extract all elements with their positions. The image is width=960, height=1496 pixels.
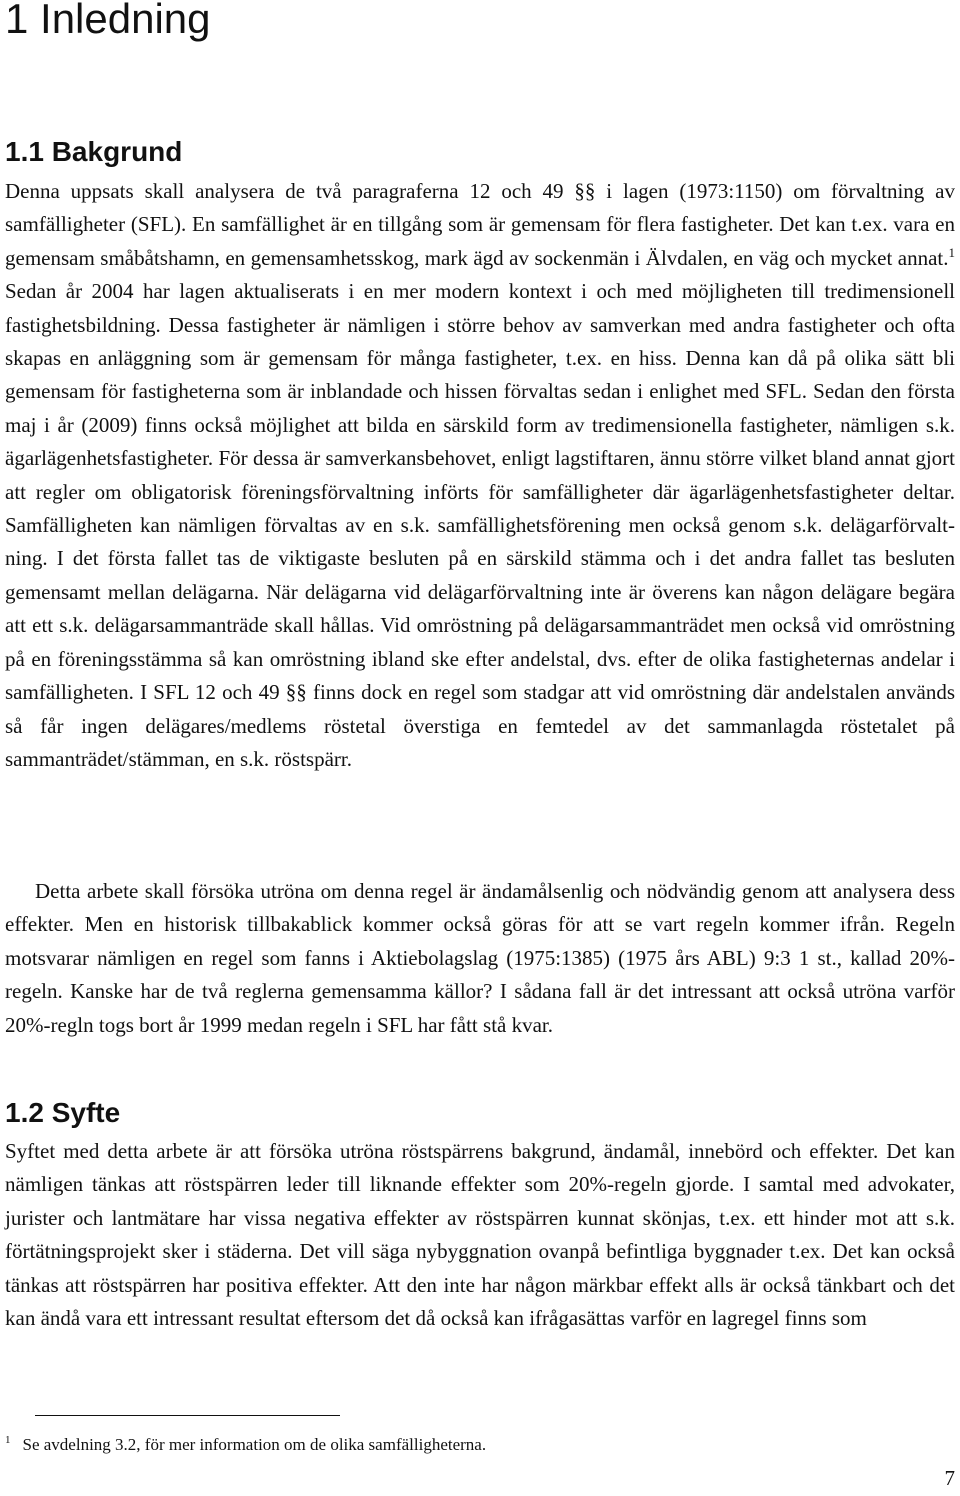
section-heading-syfte: 1.2 Syfte xyxy=(5,1097,121,1128)
section-heading-bakgrund: 1.1 Bakgrund xyxy=(5,136,183,167)
footnote xyxy=(5,1433,486,1457)
paragraph-bakgrund-1 xyxy=(5,175,955,776)
footnote-text: Se avdelning 3.2, för mer information om de olika samfälligheterna. xyxy=(22,1435,487,1454)
page-number: 7 xyxy=(944,1466,955,1490)
paragraph-bakgrund-2: Detta arbete skall försöka utröna om denna regel är ändamålsenlig och nödvändig genom att analysera dess effekter. Men en historisk tillbakablick kommer också göras för att se vart regeln kommer ifrån. Regeln motsvarar nämligen en regel som fanns i Aktiebolagslag (1975:1385) (1975 års ABL) 9:3 1 st., kallad 20%-regeln. Kanske har de två reglerna gemensamma källor? I sådana fall är det intressant att också utröna varför 20%-regln togs bort år 1999 medan regeln i SFL har fått stå kvar. xyxy=(5,879,955,1037)
chapter-heading: 1 Inledning xyxy=(5,0,211,42)
paragraph-bakgrund-1-part-b: Sedan år 2004 har lagen aktualiserats i en mer modern kontext i och med möjligheten till tredimensionell fastighetsbildning. Dessa fastigheter är nämligen i större behov av samverkan med andra fastigheter och ofta skapas en anläggning som är gemensam för många fastigheter, t.ex. en hiss. Denna kan då på olika sätt bli gemensam för fastigheterna som är inblandade och hissen förvaltas sedan i enlighet med SFL. Sedan den första maj i år (2009) finns också möjlighet att bilda en särskild form av tredimensionella fastigheter, nämligen s.k. ägarlägenhetsfastigheter. För dessa är samverkansbehovet, enligt lagstiftaren, ännu större vilket bland annat gjort att regler om obligatorisk föreningsförvaltning införts för samfälligheter där ägarlägenhetsfastigheter deltar. Samfälligheten kan nämligen förvaltas av en s.k. samfällighetsförening men också genom s.k. delägarförvaltning. I det första fallet tas de viktigaste besluten på en särskild stämma och i det andra fallet tas besluten gemensamt mellan delägarna. När delägarna vid delägarförvaltning inte är överens kan någon delägare begära att ett s.k. delägarsammanträde skall hållas. Vid omröstning på delägarsammanträdet men också vid omröstning på en föreningsstämma så kan omröstning ibland ske efter andelstal, dvs. efter de olika fastigheternas andelar i samfälligheten. I SFL 12 och 49 §§ finns dock en regel som stadgar att vid omröstning där andelstalen används så får ingen delägares/medlems röstetal överstiga en femtedel av det sammanlagda röstetalet på sammanträdet/stämman, en s.k. röstspärr. xyxy=(5,279,955,771)
footnote-marker: 1 xyxy=(5,1434,11,1446)
footnote-reference[interactable]: 1 xyxy=(948,244,955,260)
footnote-divider xyxy=(35,1415,340,1416)
paragraph-bakgrund-1-part-a: Denna uppsats skall analysera de två paragraferna 12 och 49 §§ i lagen (1973:1150) om förvaltning av samfälligheter (SFL). En samfällighet är en tillgång som är gemensam för flera fastigheter. Det kan t.ex. vara en gemensam småbåtshamn, en gemensamhetsskog, mark ägd av sockenmän i Älvdalen, en väg och mycket annat. xyxy=(5,179,955,270)
paragraph-syfte-1: Syftet med detta arbete är att försöka utröna röstspärrens bakgrund, ändamål, innebörd och effekter. Det kan nämligen tänkas att röstspärren leder till liknande effekter som 20%-regeln gjorde. I samtal med advokater, jurister och lantmätare har vissa negativa effekter av röstspärren kunnat skönjas, t.ex. ett hinder mot att s.k. förtätningsprojekt sker i städerna. Det vill säga nybyggnation ovanpå befintliga byggnader t.ex. Det kan också tänkas att röstspärren har positiva effekter. Att den inte har någon märkbar effekt alls är också tänkbart och det kan ändå vara ett intressant resultat eftersom det då också kan ifrågasättas varför en lagregel finns som xyxy=(5,1139,955,1331)
